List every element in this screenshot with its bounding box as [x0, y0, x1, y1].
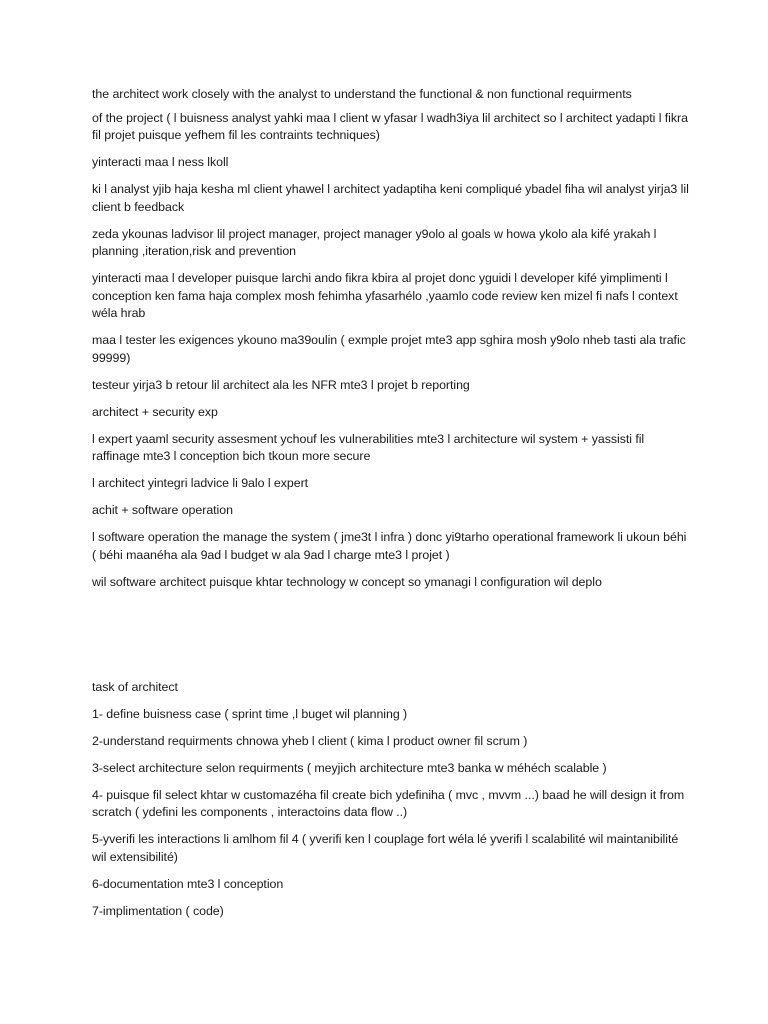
paragraph: ki l analyst yjib haja kesha ml client yhawel l architect yadaptiha keni compliqué ybadel fiha wil analyst yirja3 lil client b feedback — [92, 182, 689, 214]
task-item: 4- puisque fil select khtar w customazéha fil create bich ydefiniha ( mvc , mvvm ...) baad he will design it from scratch ( ydefini les components , interactoins data flow ..) — [92, 787, 685, 819]
paragraph: zeda ykounas ladvisor lil project manager, project manager y9olo al goals w howa ykolo ala kifé yrakah l planning ,iteration,risk and prevention — [92, 226, 657, 258]
paragraph: of the project ( l buisness analyst yahki maa l client w yfasar l wadh3iya lil architect so l architect yadapti l fikra fil projet puisque yefhem fil les contraints techniques) — [92, 110, 688, 142]
paragraph: l software operation the manage the system ( jme3t l infra ) donc yi9tarho operational framework li ukoun béhi ( béhi maanéha ala 9ad l budget w ala 9ad l charge mte3 l projet ) — [92, 530, 687, 562]
paragraph: testeur yirja3 b retour lil architect ala les NFR mte3 l projet b reporting — [92, 377, 470, 392]
task-item: 1- define buisness case ( sprint time ,l buget wil planning ) — [92, 706, 408, 721]
task-item: 5-yverifi les interactions li amlhom fil 4 ( yverifi ken l couplage fort wéla lé yverifi l scalabilité wil maintanibilité wil extensibilité) — [92, 832, 679, 864]
paragraph: maa l tester les exigences ykouno ma39oulin ( exmple projet mte3 app sghira mosh y9olo nheb tasti ala trafic 99999) — [92, 333, 686, 365]
paragraph: achit + software operation — [92, 503, 233, 517]
paragraph: architect + security exp — [92, 404, 218, 419]
blank-space — [92, 601, 692, 679]
task-item: 2-understand requirments chnowa yheb l client ( kima l product owner fil scrum ) — [92, 733, 528, 748]
paragraph: l expert yaaml security assesment ychouf les vulnerabilities mte3 l architecture wil system + yassisti fil raffinage mte3 l conception bich tkoun more secure — [92, 431, 645, 463]
paragraph: l architect yintegri ladvice li 9alo l expert — [92, 476, 309, 490]
notes-section — [92, 86, 692, 591]
task-item: 3-select architecture selon requirments ( meyjich architecture mte3 banka w méhéch scalable ) — [92, 760, 607, 775]
task-item: 6-documentation mte3 l conception — [92, 876, 284, 891]
paragraph: wil software architect puisque khtar technology w concept so ymanagi l configuration wil deplo — [92, 574, 602, 589]
paragraph: yinteracti maa l ness lkoll — [92, 155, 229, 169]
paragraph: the architect work closely with the analyst to understand the functional & non functional requirments — [92, 87, 632, 101]
paragraph: yinteracti maa l developer puisque larchi ando fikra kbira al projet donc yguidi l developer kifé yimplimenti l conception ken fama haja complex mosh fehimha yfasarhélo ,yaamlo code review ken mizel fi nafs l context wéla hrab — [92, 271, 678, 320]
document-page — [92, 86, 692, 930]
tasks-heading: task of architect — [92, 679, 178, 694]
tasks-section — [92, 679, 692, 921]
task-item: 7-implimentation ( code) — [92, 903, 224, 918]
